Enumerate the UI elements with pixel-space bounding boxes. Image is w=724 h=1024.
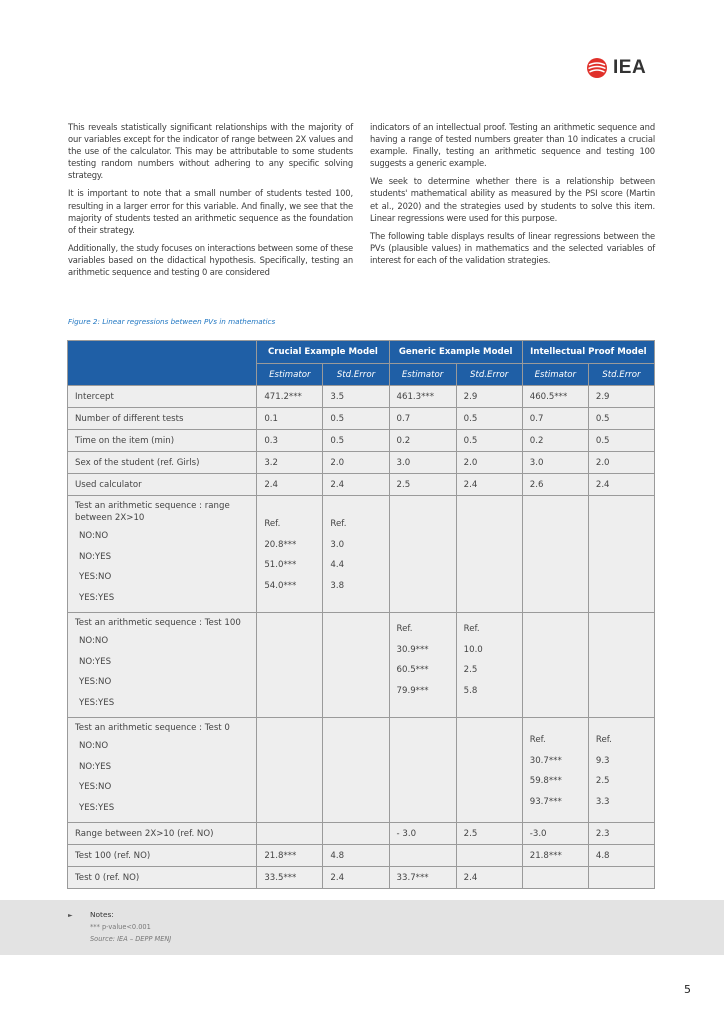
cell: 93.7***	[529, 796, 562, 807]
cell	[456, 496, 522, 613]
cell	[323, 823, 389, 845]
cell: -3.0	[522, 823, 588, 845]
cell: 0.5	[456, 430, 522, 452]
cell: 0.7	[522, 408, 588, 430]
cell: 4.8	[323, 845, 389, 867]
cell: 0.7	[389, 408, 456, 430]
cell: 4.4	[330, 560, 345, 570]
paragraph: We seek to determine whether there is a relationship between students' mathematical ability as measured by the PSI score (Martin et al., 2020) and the strategies used by students to solve this item. Linear regressions were used for this purpose.	[370, 176, 655, 223]
cell: 30.7***	[529, 755, 562, 766]
group-item: NO:NO	[79, 636, 109, 646]
subheader: Std.Error	[323, 364, 389, 386]
group-item: YES:NO	[79, 677, 112, 687]
cell: 2.5	[389, 474, 456, 496]
row-label: Intercept	[68, 386, 257, 408]
cell	[389, 496, 456, 613]
bullet-icon: ►	[68, 912, 73, 919]
cell: 30.9***	[396, 644, 429, 655]
cell: 471.2***	[257, 386, 323, 408]
table-row-group	[68, 718, 655, 823]
cell	[588, 867, 654, 889]
table-row	[68, 452, 655, 474]
group-label-cell	[68, 613, 257, 718]
notes-line: *** p-value<0.001	[90, 923, 151, 931]
group-item: NO:NO	[79, 741, 109, 751]
table-row-group	[68, 496, 655, 613]
cell: 2.4	[588, 474, 654, 496]
paragraph: The following table displays results of linear regressions between the PVs (plausible values) in mathematics and the selected variables of interest for each of the validation strategies.	[370, 230, 655, 265]
cell: 3.0	[330, 539, 345, 550]
cell: Ref.	[264, 519, 281, 529]
cell: Ref.	[330, 519, 347, 529]
model-header: Intellectual Proof Model	[522, 341, 654, 364]
row-label: Sex of the student (ref. Girls)	[68, 452, 257, 474]
cell: 9.3	[595, 755, 610, 766]
cell: 3.8	[330, 580, 345, 591]
cell: 461.3***	[389, 386, 456, 408]
paragraph: It is important to note that a small number of students tested 100, resulting in a larger error for this variable. And finally, we see that the majority of students tested an arithmetic sequence as the foundation of their strategy.	[68, 188, 353, 235]
group-item: YES:NO	[79, 782, 112, 792]
cell	[389, 718, 456, 823]
iea-globe-icon	[586, 57, 608, 79]
body-text-right	[370, 121, 655, 272]
row-label: Number of different tests	[68, 408, 257, 430]
cell	[257, 823, 323, 845]
cell: 0.3	[257, 430, 323, 452]
cell: 3.3	[595, 796, 610, 807]
cell: 0.5	[588, 430, 654, 452]
cell: 2.0	[323, 452, 389, 474]
estimator-cell	[257, 496, 323, 613]
cell	[257, 718, 323, 823]
cell: 2.9	[456, 386, 522, 408]
cell	[522, 496, 588, 613]
cell: 10.0	[463, 644, 483, 655]
cell: 2.9	[588, 386, 654, 408]
cell	[588, 496, 654, 613]
cell: 3.0	[389, 452, 456, 474]
cell: 2.4	[456, 474, 522, 496]
cell: 2.5	[595, 776, 610, 786]
page-number: 5	[684, 983, 691, 996]
notes-title: Notes:	[90, 910, 114, 919]
table-row	[68, 474, 655, 496]
cell	[389, 845, 456, 867]
std-error-cell	[323, 496, 389, 613]
cell	[257, 613, 323, 718]
cell: 460.5***	[522, 386, 588, 408]
figure-caption: Figure 2: Linear regressions between PVs in mathematics	[68, 317, 276, 326]
table-row	[68, 823, 655, 845]
cell: 2.0	[588, 452, 654, 474]
estimator-cell	[389, 613, 456, 718]
paragraph: indicators of an intellectual proof. Testing an arithmetic sequence and having a range of tested numbers greater than 10 indicates a crucial example. Finally, testing an arithmetic sequence and testing 100 suggests a generic example.	[370, 122, 655, 169]
cell: 21.8***	[257, 845, 323, 867]
cell: 0.5	[456, 408, 522, 430]
cell: 2.5	[456, 823, 522, 845]
cell: - 3.0	[389, 823, 456, 845]
body-text-left	[68, 121, 353, 284]
cell: 2.4	[323, 867, 389, 889]
group-item: YES:NO	[79, 572, 112, 582]
row-label: Test 100 (ref. NO)	[68, 845, 257, 867]
table-row	[68, 867, 655, 889]
cell: 2.4	[257, 474, 323, 496]
cell: 2.0	[456, 452, 522, 474]
model-header: Generic Example Model	[389, 341, 522, 364]
std-error-cell	[588, 718, 654, 823]
table-row	[68, 845, 655, 867]
cell: 33.7***	[389, 867, 456, 889]
logo-text: IEA	[613, 57, 647, 78]
cell: 2.5	[463, 665, 478, 675]
iea-logo	[586, 54, 646, 82]
cell: 3.5	[323, 386, 389, 408]
cell: 4.8	[588, 845, 654, 867]
cell: Ref.	[396, 624, 413, 634]
group-item: YES:YES	[79, 802, 115, 813]
group-title: Test an arithmetic sequence : Test 100	[75, 618, 241, 628]
subheader: Estimator	[257, 364, 323, 386]
cell: 79.9***	[396, 685, 429, 696]
cell: 51.0***	[264, 560, 297, 570]
cell: Ref.	[529, 735, 546, 745]
cell: 2.4	[323, 474, 389, 496]
cell: 21.8***	[522, 845, 588, 867]
cell	[456, 845, 522, 867]
regression-table	[67, 340, 655, 889]
std-error-cell	[456, 613, 522, 718]
row-label: Time on the item (min)	[68, 430, 257, 452]
group-item: NO:YES	[79, 761, 112, 772]
cell: 2.6	[522, 474, 588, 496]
group-item: NO:NO	[79, 531, 109, 541]
cell: 33.5***	[257, 867, 323, 889]
cell: 3.0	[522, 452, 588, 474]
cell	[588, 613, 654, 718]
table-row	[68, 430, 655, 452]
cell	[323, 718, 389, 823]
group-title: Test an arithmetic sequence : Test 0	[75, 723, 230, 733]
cell: 60.5***	[396, 665, 429, 675]
row-label: Test 0 (ref. NO)	[68, 867, 257, 889]
cell: 0.5	[588, 408, 654, 430]
group-label-cell	[68, 496, 257, 613]
cell: Ref.	[463, 624, 480, 634]
estimator-cell	[522, 718, 588, 823]
cell: 5.8	[463, 685, 478, 696]
cell: 20.8***	[264, 539, 297, 550]
cell: Ref.	[595, 735, 612, 745]
subheader: Std.Error	[588, 364, 654, 386]
cell: 59.8***	[529, 776, 562, 786]
model-header: Crucial Example Model	[257, 341, 389, 364]
group-item: YES:YES	[79, 592, 115, 603]
group-item: NO:YES	[79, 656, 112, 667]
cell: 0.2	[522, 430, 588, 452]
notes-panel	[0, 900, 724, 955]
group-title: Test an arithmetic sequence : range between 2X>10	[75, 501, 230, 523]
cell: 0.2	[389, 430, 456, 452]
subheader: Estimator	[389, 364, 456, 386]
table-row	[68, 408, 655, 430]
table-row	[68, 386, 655, 408]
paragraph: This reveals statistically significant relationships with the majority of our variables except for the indicator of range between 2X values and the use of the calculator. This may be attributable to some students testing random numbers without adhering to any specific solving strategy.	[68, 122, 353, 181]
cell	[522, 867, 588, 889]
row-label: Range between 2X>10 (ref. NO)	[68, 823, 257, 845]
subheader: Std.Error	[456, 364, 522, 386]
cell: 0.5	[323, 430, 389, 452]
paragraph: Additionally, the study focuses on interactions between some of these variables based on the didactical hypothesis. Specifically, testing an arithmetic sequence and testing 0 are considered	[68, 242, 353, 278]
row-label: Used calculator	[68, 474, 257, 496]
cell	[456, 718, 522, 823]
cell: 3.2	[257, 452, 323, 474]
subheader: Estimator	[522, 364, 588, 386]
cell: 0.1	[257, 408, 323, 430]
cell	[522, 613, 588, 718]
cell	[323, 613, 389, 718]
header-empty	[68, 341, 257, 386]
cell: 0.5	[323, 408, 389, 430]
group-label-cell	[68, 718, 257, 823]
group-item: YES:YES	[79, 697, 115, 708]
table-row-group	[68, 613, 655, 718]
group-item: NO:YES	[79, 551, 112, 562]
cell: 2.4	[456, 867, 522, 889]
notes-source: Source: IEA – DEPP MENJ	[90, 935, 172, 943]
cell: 2.3	[588, 823, 654, 845]
cell: 54.0***	[264, 580, 297, 591]
